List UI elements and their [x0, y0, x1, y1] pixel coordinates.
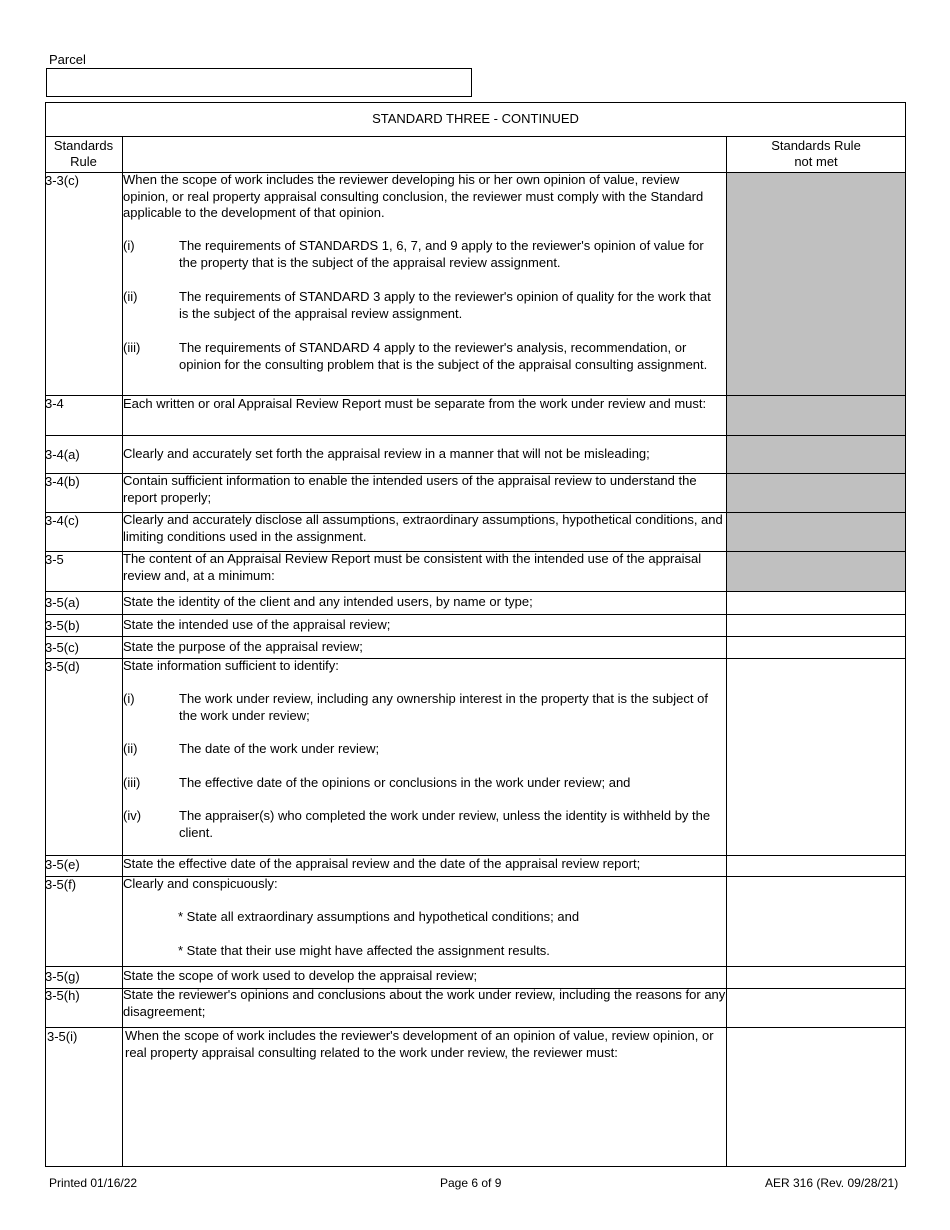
- text-3-4a: Clearly and accurately set forth the appraisal review in a manner that will not be misleading;: [123, 446, 650, 461]
- notmet-cell-3-3c: [727, 173, 905, 395]
- sub-num: (i): [123, 238, 135, 253]
- text-3-4: Each written or oral Appraisal Review Report must be separate from the work under review and must:: [123, 396, 707, 411]
- rule-3-5: 3-5: [45, 552, 64, 567]
- footer-form-number: AER 316 (Rev. 09/28/21): [765, 1176, 899, 1190]
- text-3-4b: Contain sufficient information to enable the intended users of the appraisal review to understand the report properly;: [123, 473, 697, 505]
- rule-3-5i: 3-5(i): [47, 1029, 78, 1044]
- sub-num: (ii): [123, 289, 138, 304]
- text-3-5a: State the identity of the client and any intended users, by name or type;: [123, 594, 533, 609]
- text-3-5e: State the effective date of the appraisal review and the date of the appraisal review report;: [123, 856, 641, 871]
- bullet-item: * State that their use might have affected the assignment results.: [178, 943, 550, 958]
- parcel-label: Parcel: [49, 52, 86, 67]
- text-3-5h: State the reviewer's opinions and conclusions about the work under review, including the reasons for any disagreement;: [123, 987, 726, 1019]
- header-not-met: Standards Rule not met: [771, 138, 861, 169]
- sub-text: The requirements of STANDARDS 1, 6, 7, and 9 apply to the reviewer's opinion of value for the property that is the subject of the appraisal review assignment.: [179, 238, 704, 270]
- row-divider: [45, 636, 906, 637]
- text-3-5: The content of an Appraisal Review Report must be consistent with the intended use of the appraisal review and, at a minimum:: [123, 551, 702, 583]
- rule-3-5f: 3-5(f): [45, 877, 77, 892]
- table-title: STANDARD THREE - CONTINUED: [45, 102, 906, 137]
- row-divider: [45, 614, 906, 615]
- text-3-5f: Clearly and conspicuously:: [123, 876, 278, 891]
- row-divider: [45, 966, 906, 967]
- text-3-5d: State information sufficient to identify:: [123, 658, 339, 673]
- rule-3-5b: 3-5(b): [45, 618, 80, 633]
- sub-num: (iii): [123, 775, 141, 790]
- sub-text: The requirements of STANDARD 4 apply to the reviewer's analysis, recommendation, or opinion for the consulting problem that is the subject of the appraisal consulting assignment.: [179, 340, 708, 372]
- footer-printed-date: Printed 01/16/22: [49, 1176, 138, 1190]
- sub-num: (iv): [123, 808, 142, 823]
- rule-3-4a: 3-4(a): [45, 447, 80, 462]
- rule-3-4: 3-4: [45, 396, 64, 411]
- row-divider: [45, 591, 906, 592]
- rule-3-5a: 3-5(a): [45, 595, 80, 610]
- rule-3-5g: 3-5(g): [45, 969, 80, 984]
- footer-page-number: Page 6 of 9: [440, 1176, 502, 1190]
- sub-text: The effective date of the opinions or conclusions in the work under review; and: [179, 775, 631, 790]
- sub-num: (i): [123, 691, 135, 706]
- notmet-cell-3-4-to-3-5: [727, 396, 905, 591]
- sub-text: The date of the work under review;: [179, 741, 380, 756]
- rule-3-5d: 3-5(d): [45, 659, 80, 674]
- sub-num: (iii): [123, 340, 141, 355]
- text-3-5i: When the scope of work includes the reviewer's development of an opinion of value, review opinion, or real property appraisal consulting related to the work under review, the reviewer must:: [125, 1028, 714, 1060]
- sub-text: The appraiser(s) who completed the work under review, unless the identity is withheld by the client.: [179, 808, 711, 840]
- sub-text: The requirements of STANDARD 3 apply to the reviewer's opinion of quality for the work that is the subject of the appraisal review assignment.: [179, 289, 711, 321]
- rule-3-5e: 3-5(e): [45, 857, 80, 872]
- text-3-5g: State the scope of work used to develop the appraisal review;: [123, 968, 478, 983]
- sub-text: The work under review, including any ownership interest in the property that is the subject of the work under review;: [179, 691, 708, 723]
- text-3-5c: State the purpose of the appraisal review;: [123, 639, 363, 654]
- bullet-item: * State all extraordinary assumptions and hypothetical conditions; and: [178, 909, 580, 924]
- text-3-5b: State the intended use of the appraisal review;: [123, 617, 391, 632]
- rule-3-5c: 3-5(c): [45, 640, 79, 655]
- row-divider: [45, 435, 906, 436]
- header-standards-rule: Standards Rule: [53, 138, 114, 169]
- text-3-3c: When the scope of work includes the reviewer developing his or her own opinion of value, review opinion, or real property appraisal consulting conclusion, the reviewer must comply with the Standard applicable to the development of that opinion.: [123, 172, 704, 220]
- text-3-4c: Clearly and accurately disclose all assumptions, extraordinary assumptions, hypothetical conditions, and limiting conditions used in the assignment.: [123, 512, 723, 544]
- rule-3-5h: 3-5(h): [45, 988, 80, 1003]
- rule-3-4b: 3-4(b): [45, 474, 80, 489]
- parcel-input[interactable]: [46, 68, 472, 97]
- rule-3-4c: 3-4(c): [45, 513, 79, 528]
- sub-num: (ii): [123, 741, 138, 756]
- rule-3-3c: 3-3(c): [45, 173, 79, 188]
